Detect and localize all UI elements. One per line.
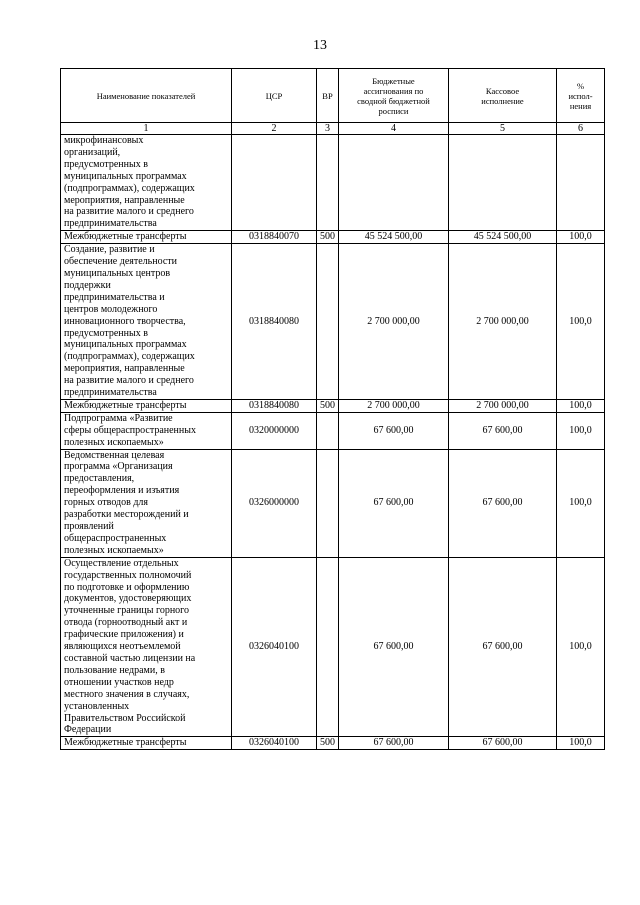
cell-vr: 500: [317, 399, 339, 412]
cell-vr: [317, 135, 339, 231]
cell-csr: 0320000000: [232, 412, 317, 449]
cell-budget: 45 524 500,00: [339, 231, 449, 244]
cell-csr: 0318840080: [232, 399, 317, 412]
cell-pct: [557, 135, 605, 231]
cell-name: Межбюджетные трансферты: [61, 399, 232, 412]
cell-name: Подпрограмма «Развитие сферы общераспространенных полезных ископаемых»: [61, 412, 232, 449]
table-row: [61, 399, 605, 412]
table-row: [61, 557, 605, 737]
cell-name: Межбюджетные трансферты: [61, 231, 232, 244]
col-number: 6: [557, 123, 605, 135]
table-row: [61, 244, 605, 400]
column-number-row: [61, 123, 605, 135]
header-cash: Кассовое исполнение: [449, 69, 557, 123]
table-header-row: [61, 69, 605, 123]
cell-vr: [317, 557, 339, 737]
cell-cash: 2 700 000,00: [449, 399, 557, 412]
cell-cash: 45 524 500,00: [449, 231, 557, 244]
cell-pct: 100,0: [557, 412, 605, 449]
cell-vr: 500: [317, 737, 339, 750]
cell-csr: 0318840070: [232, 231, 317, 244]
header-vr: ВР: [317, 69, 339, 123]
cell-pct: 100,0: [557, 737, 605, 750]
col-number: 2: [232, 123, 317, 135]
cell-budget: 2 700 000,00: [339, 244, 449, 400]
header-name: Наименование показателей: [61, 69, 232, 123]
table-row: [61, 449, 605, 557]
budget-table: [60, 68, 605, 750]
cell-budget: [339, 135, 449, 231]
cell-vr: [317, 244, 339, 400]
header-csr: ЦСР: [232, 69, 317, 123]
cell-budget: 67 600,00: [339, 737, 449, 750]
cell-cash: 67 600,00: [449, 449, 557, 557]
cell-name: Осуществление отдельных государственных полномочий по подготовке и оформлению документов, удостоверяющих уточненные границы горного отвода (горноотводный акт и графические приложения) и являющихся неотъемлемой составной частью лицензии на пользование недрами, в отношении участков недр местного значения в случаях, установленных Правительством Российской Федерации: [61, 557, 232, 737]
cell-csr: 0326000000: [232, 449, 317, 557]
col-number: 4: [339, 123, 449, 135]
cell-cash: 67 600,00: [449, 412, 557, 449]
page-number: 13: [313, 38, 327, 53]
col-number: 1: [61, 123, 232, 135]
cell-pct: 100,0: [557, 557, 605, 737]
cell-csr: [232, 135, 317, 231]
cell-name: микрофинансовых организаций, предусмотренных в муниципальных программах (подпрограммах), содержащих мероприятия, направленные на развитие малого и среднего предпринимательства: [61, 135, 232, 231]
cell-csr: 0318840080: [232, 244, 317, 400]
table-row: [61, 135, 605, 231]
cell-vr: [317, 449, 339, 557]
header-pct: % испол- нения: [557, 69, 605, 123]
cell-name: Межбюджетные трансферты: [61, 737, 232, 750]
cell-name: Создание, развитие и обеспечение деятельности муниципальных центров поддержки предпринимательства и центров молодежного инновационного творчества, предусмотренных в муниципальных программах (подпрограммах), содержащих мероприятия, направленные на развитие малого и среднего предпринимательства: [61, 244, 232, 400]
cell-vr: 500: [317, 231, 339, 244]
cell-vr: [317, 412, 339, 449]
header-budget: Бюджетные ассигнования по сводной бюджетной росписи: [339, 69, 449, 123]
cell-pct: 100,0: [557, 231, 605, 244]
cell-cash: 67 600,00: [449, 737, 557, 750]
table-row: [61, 737, 605, 750]
cell-csr: 0326040100: [232, 737, 317, 750]
col-number: 3: [317, 123, 339, 135]
col-number: 5: [449, 123, 557, 135]
cell-name: Ведомственная целевая программа «Организация предоставления, переоформления и изъятия горных отводов для разработки месторождений и проявлений общераспространенных полезных ископаемых»: [61, 449, 232, 557]
cell-pct: 100,0: [557, 244, 605, 400]
table-row: [61, 412, 605, 449]
cell-csr: 0326040100: [232, 557, 317, 737]
cell-pct: 100,0: [557, 399, 605, 412]
cell-cash: [449, 135, 557, 231]
cell-budget: 67 600,00: [339, 557, 449, 737]
cell-pct: 100,0: [557, 449, 605, 557]
table-row: [61, 231, 605, 244]
cell-cash: 2 700 000,00: [449, 244, 557, 400]
cell-budget: 67 600,00: [339, 449, 449, 557]
cell-budget: 67 600,00: [339, 412, 449, 449]
cell-cash: 67 600,00: [449, 557, 557, 737]
cell-budget: 2 700 000,00: [339, 399, 449, 412]
